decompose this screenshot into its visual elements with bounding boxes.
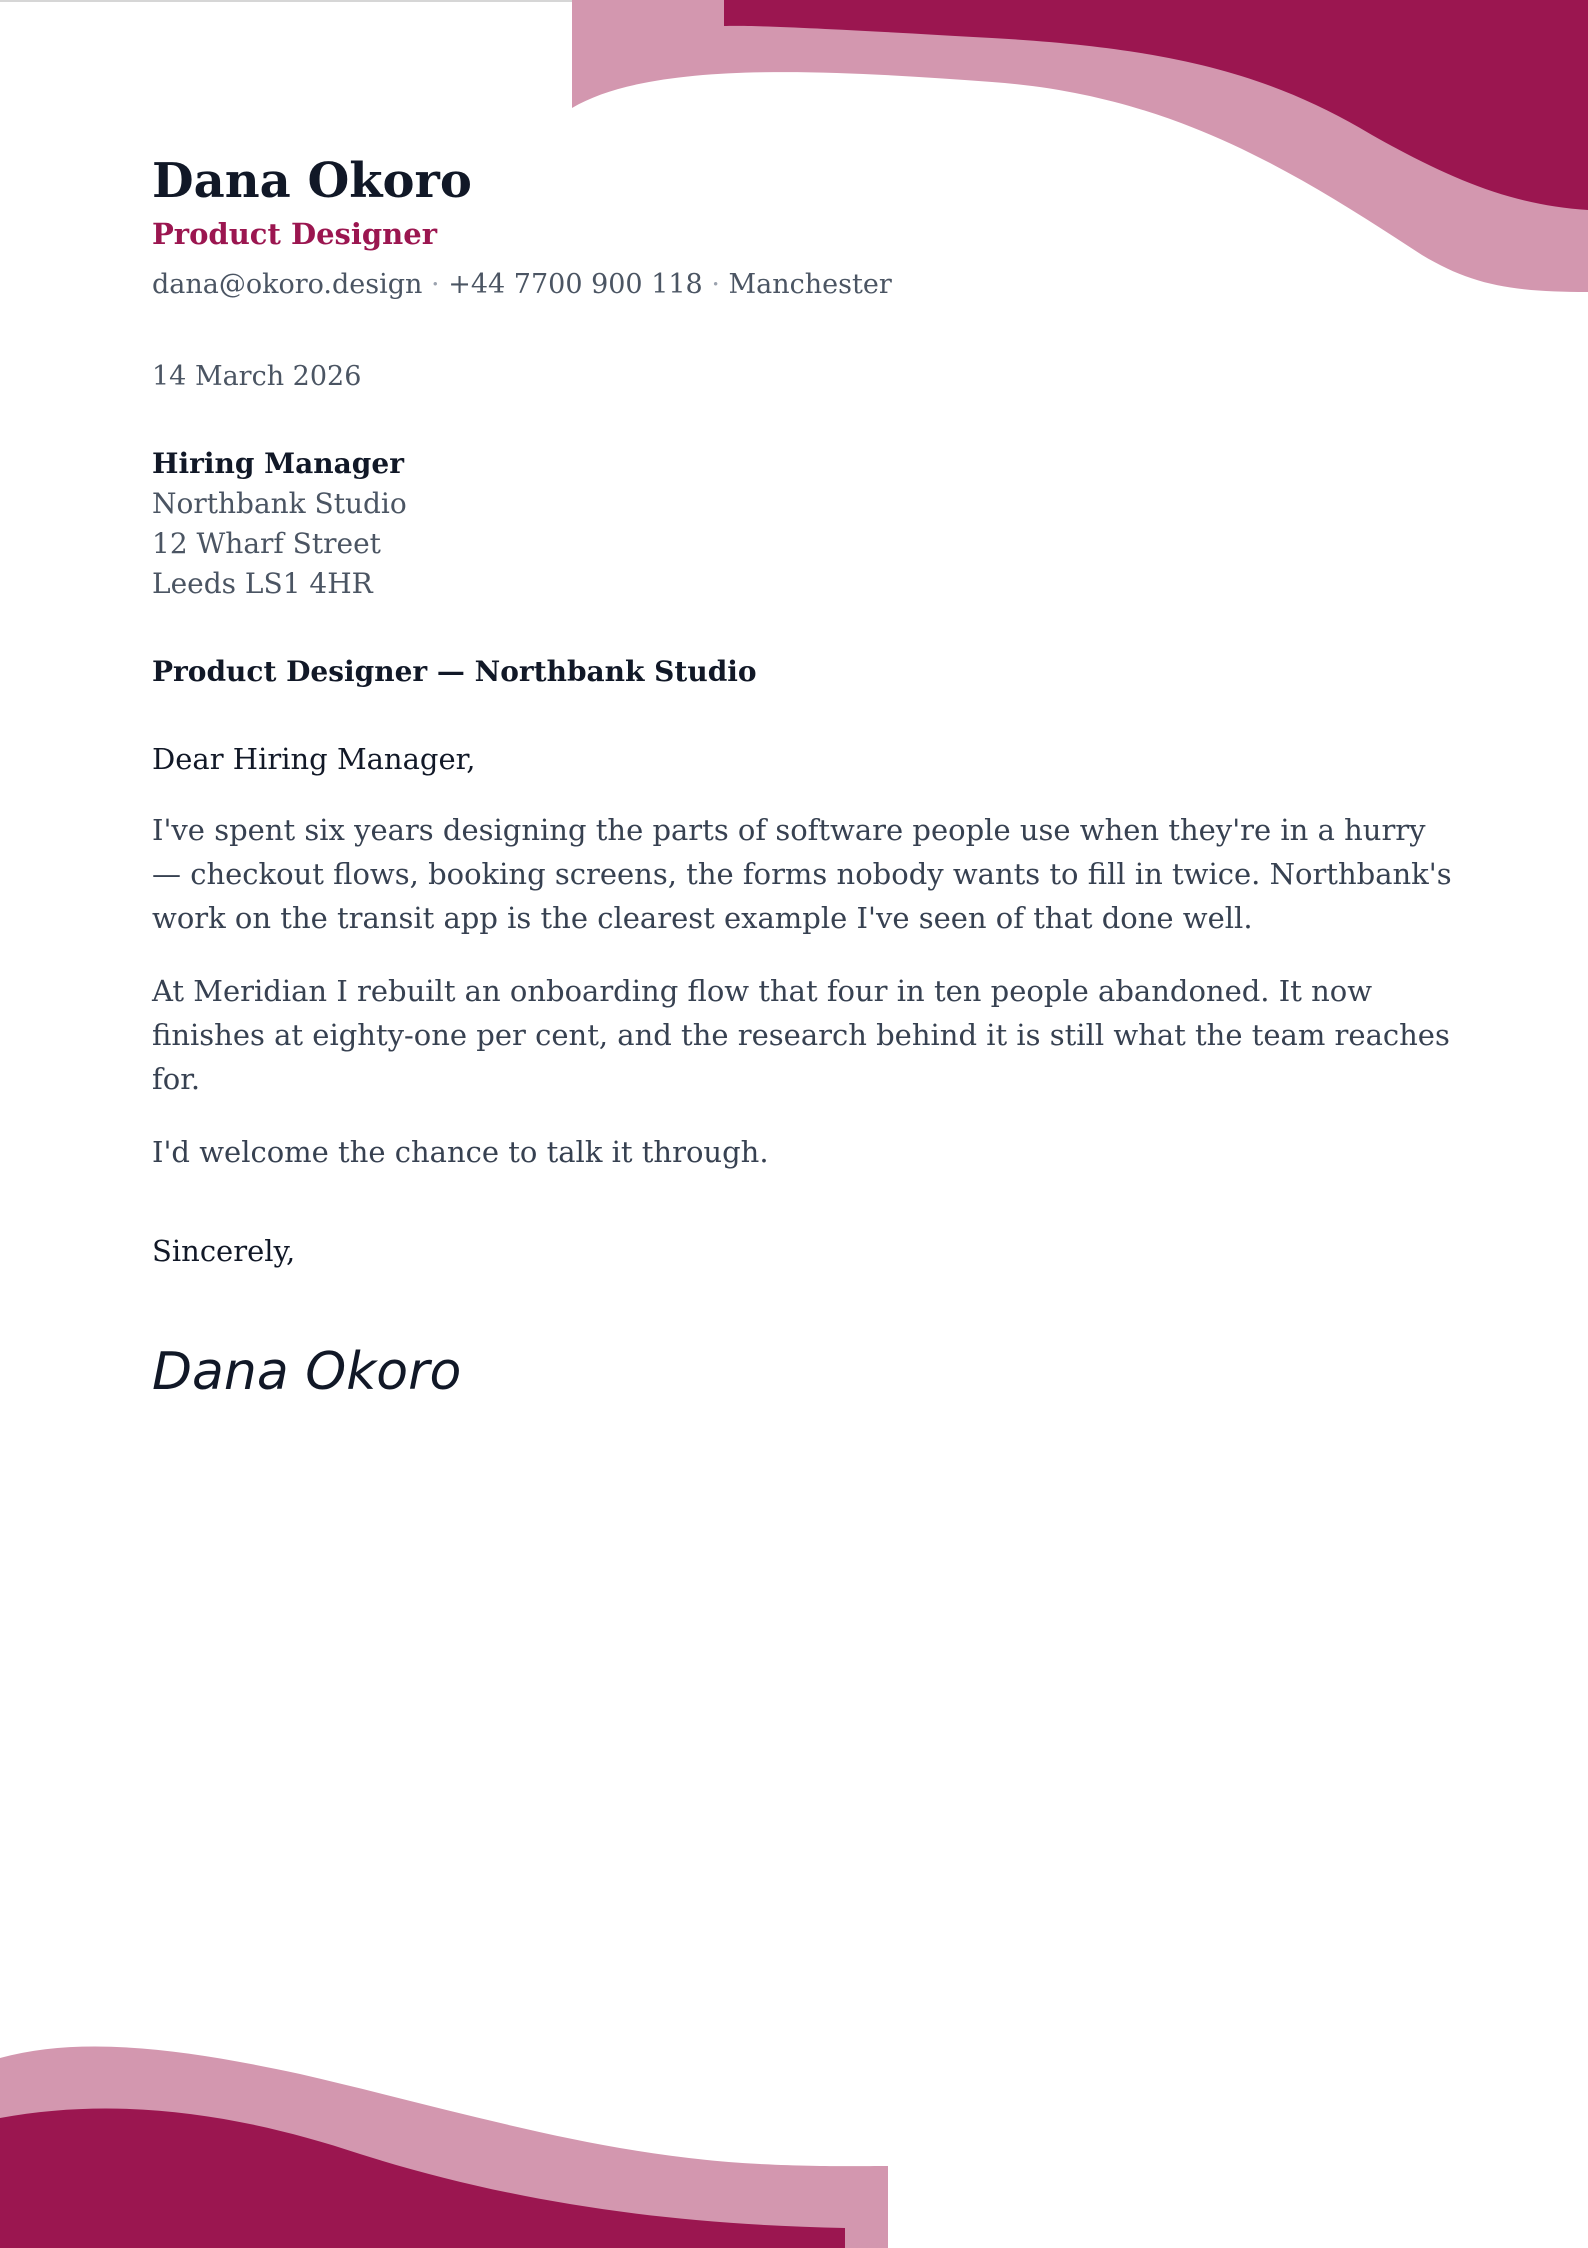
footer-wave-decoration (0, 2036, 900, 2248)
letter-date: 14 March 2026 (152, 361, 362, 392)
cover-letter (152, 150, 1452, 1402)
sender-name: Dana Okoro (152, 153, 472, 209)
sender-title: Product Designer (152, 217, 437, 251)
salutation: Dear Hiring Manager, (152, 742, 476, 776)
letter-subject: Product Designer — Northbank Studio (152, 655, 757, 688)
body-paragraph: I'd welcome the chance to talk it through. (152, 1135, 769, 1169)
recipient-company: Northbank Studio (152, 487, 407, 520)
recipient-street: 12 Wharf Street (152, 527, 381, 560)
signoff: Sincerely, (152, 1234, 296, 1268)
recipient-role: Hiring Manager (152, 447, 404, 480)
sender-email: dana@okoro.design (152, 269, 423, 300)
sender-phone: +44 7700 900 118 (448, 269, 703, 300)
sender-city: Manchester (728, 269, 892, 300)
body-paragraph: At Meridian I rebuilt an onboarding flow that four in ten people abandoned. It now finishes at eighty-one per cent, and the research behind it is still what the team reaches for. (152, 974, 1450, 1096)
body-paragraph: I've spent six years designing the parts of software people use when they're in a hurry — checkout flows, booking screens, the forms nobody wants to fill in twice. Northbank's work on the transit app is the clearest example I've seen of that done well. (152, 813, 1452, 935)
contact-separator: · (711, 269, 720, 300)
signature: Dana Okoro (152, 1342, 462, 1402)
sender-contact-line (152, 266, 1452, 304)
recipient-city: Leeds LS1 4HR (152, 567, 373, 600)
recipient-address (152, 444, 1452, 604)
contact-separator: · (431, 269, 440, 300)
